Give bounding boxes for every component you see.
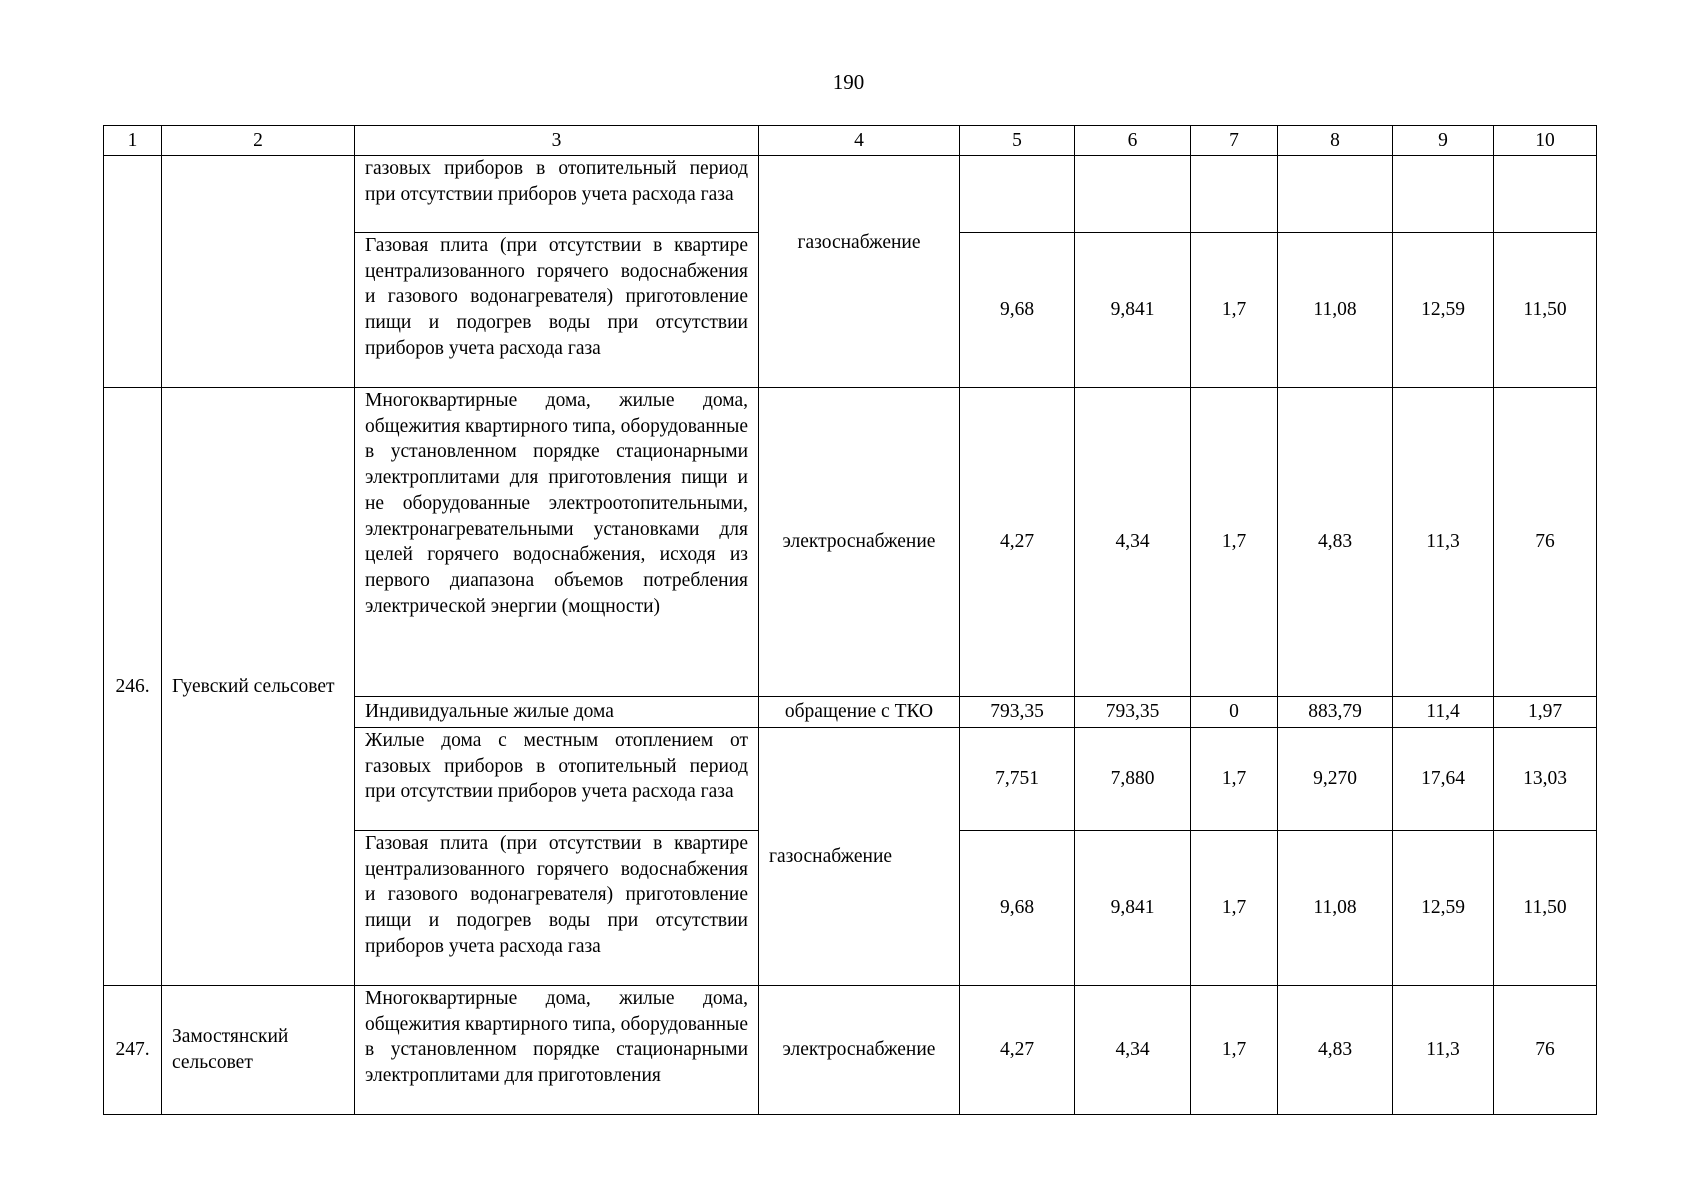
page-number: 190: [832, 70, 865, 94]
value-cell: 4,83: [1278, 986, 1393, 1115]
value-cell: [1393, 156, 1494, 233]
value-cell: 793,35: [960, 697, 1075, 728]
value-cell: 4,34: [1075, 388, 1191, 697]
service-cell: газоснабжение: [759, 728, 960, 986]
service-cell: электроснабжение: [759, 986, 960, 1115]
description-cell: Газовая плита (при отсутствии в квартире централизованного горячего водоснабжения и газового водонагревателя) приготовление пищи и подогрев воды при отсутствии приборов учета расхода газа: [355, 831, 759, 986]
value-cell: 9,841: [1075, 831, 1191, 986]
value-cell: 1,7: [1191, 233, 1278, 388]
column-header: 1: [104, 126, 162, 156]
column-header: 9: [1393, 126, 1494, 156]
column-header: 4: [759, 126, 960, 156]
column-header-row: [104, 126, 1597, 156]
value-cell: 883,79: [1278, 697, 1393, 728]
service-cell: электроснабжение: [759, 388, 960, 697]
value-cell: 0: [1191, 697, 1278, 728]
column-header: 10: [1494, 126, 1597, 156]
value-cell: 9,841: [1075, 233, 1191, 388]
description-cell: Жилые дома с местным отоплением от газовых приборов в отопительный период при отсутствии приборов учета расхода газа: [355, 728, 759, 831]
value-cell: [1494, 156, 1597, 233]
column-header: 5: [960, 126, 1075, 156]
table-row: [104, 388, 1597, 697]
description-cell: Многоквартирные дома, жилые дома, общежития квартирного типа, оборудованные в установленном порядке стационарными электроплитами для приготовления пищи и не оборудованные электроотопительными, электронагревательными установками для целей горячего водоснабжения, исходя из первого диапазона объемов потребления электрической энергии (мощности): [355, 388, 759, 697]
value-cell: 1,7: [1191, 831, 1278, 986]
value-cell: 11,50: [1494, 233, 1597, 388]
settlement-cell: Замостянский сельсовет: [162, 986, 355, 1115]
value-cell: 4,27: [960, 388, 1075, 697]
description-cell: газовых приборов в отопительный период при отсутствии приборов учета расхода газа: [355, 156, 759, 233]
value-cell: 7,880: [1075, 728, 1191, 831]
value-cell: 11,50: [1494, 831, 1597, 986]
index-cell: [104, 156, 162, 388]
column-header: 6: [1075, 126, 1191, 156]
column-header: 8: [1278, 126, 1393, 156]
value-cell: 4,34: [1075, 986, 1191, 1115]
value-cell: [960, 156, 1075, 233]
value-cell: [1278, 156, 1393, 233]
value-cell: 11,3: [1393, 388, 1494, 697]
value-cell: 11,08: [1278, 831, 1393, 986]
value-cell: 12,59: [1393, 831, 1494, 986]
value-cell: 9,68: [960, 233, 1075, 388]
value-cell: 1,7: [1191, 388, 1278, 697]
value-cell: 11,4: [1393, 697, 1494, 728]
service-cell: [759, 156, 960, 388]
value-cell: 13,03: [1494, 728, 1597, 831]
value-cell: 9,270: [1278, 728, 1393, 831]
value-cell: 12,59: [1393, 233, 1494, 388]
value-cell: 4,83: [1278, 388, 1393, 697]
value-cell: [1075, 156, 1191, 233]
index-cell: 246.: [104, 388, 162, 986]
table-row: [104, 156, 1597, 233]
value-cell: 1,7: [1191, 986, 1278, 1115]
value-cell: 7,751: [960, 728, 1075, 831]
value-cell: 17,64: [1393, 728, 1494, 831]
value-cell: 11,08: [1278, 233, 1393, 388]
value-cell: 1,97: [1494, 697, 1597, 728]
value-cell: 1,7: [1191, 728, 1278, 831]
value-cell: 4,27: [960, 986, 1075, 1115]
description-cell: Многоквартирные дома, жилые дома, общежития квартирного типа, оборудованные в установленном порядке стационарными электроплитами для приготовления: [355, 986, 759, 1115]
value-cell: 793,35: [1075, 697, 1191, 728]
value-cell: 11,3: [1393, 986, 1494, 1115]
value-cell: [1191, 156, 1278, 233]
table-row: [104, 986, 1597, 1115]
service-cell: обращение с ТКО: [759, 697, 960, 728]
tariff-table: [103, 125, 1597, 1115]
value-cell: 76: [1494, 986, 1597, 1115]
column-header: 2: [162, 126, 355, 156]
index-cell: 247.: [104, 986, 162, 1115]
settlement-cell: Гуевский сельсовет: [162, 388, 355, 986]
column-header: 7: [1191, 126, 1278, 156]
description-cell: Индивидуальные жилые дома: [355, 697, 759, 728]
value-cell: 76: [1494, 388, 1597, 697]
description-cell: Газовая плита (при отсутствии в квартире централизованного горячего водоснабжения и газового водонагревателя) приготовление пищи и подогрев воды при отсутствии приборов учета расхода газа: [355, 233, 759, 388]
settlement-cell: [162, 156, 355, 388]
value-cell: 9,68: [960, 831, 1075, 986]
column-header: 3: [355, 126, 759, 156]
service-label: газоснабжение: [797, 232, 921, 253]
